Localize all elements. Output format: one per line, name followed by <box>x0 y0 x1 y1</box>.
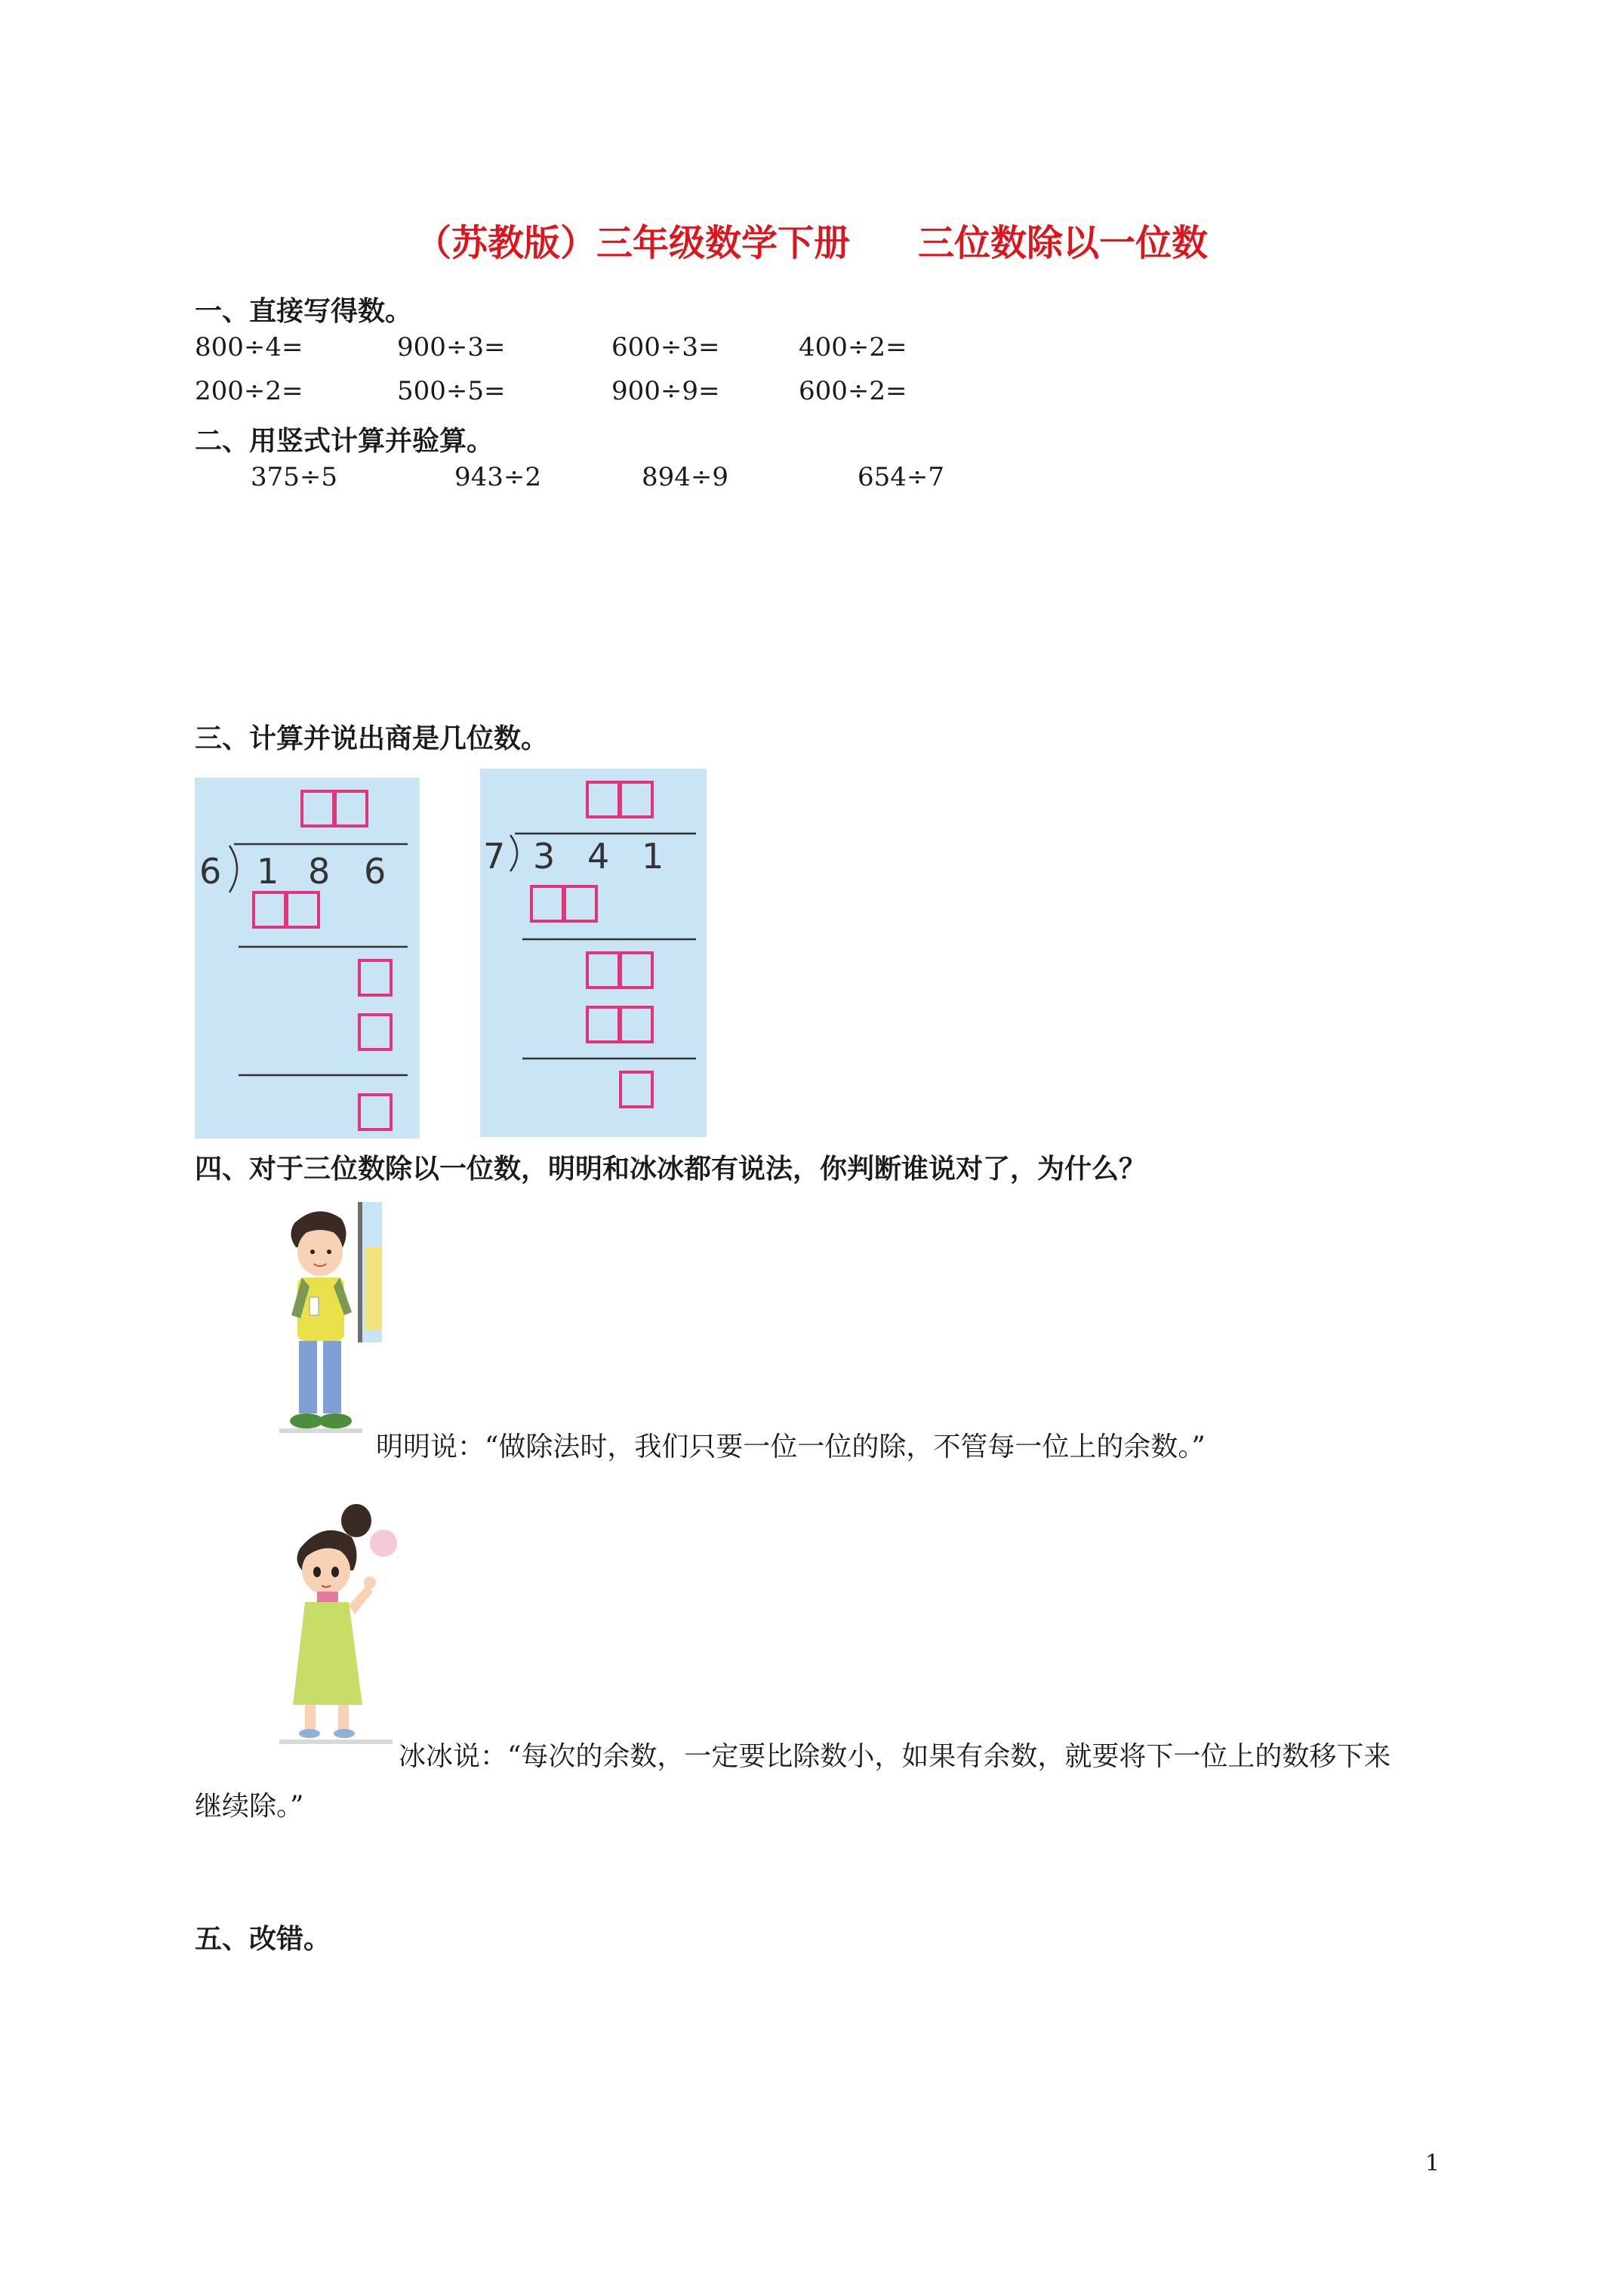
answer-box <box>531 886 563 921</box>
s1-problem: 500÷5= <box>397 376 506 406</box>
section3-heading: 三、计算并说出商是几位数。 <box>195 723 549 754</box>
quotient-box <box>302 791 334 826</box>
s1-problem: 600÷3= <box>611 332 720 362</box>
section4-heading: 四、对于三位数除以一位数，明明和冰冰都有说法，你判断谁说对了，为什么？ <box>195 1153 1147 1185</box>
s2-problem: 375÷5 <box>251 462 338 492</box>
page-number: 1 <box>1425 2150 1440 2177</box>
mingming-illustration <box>279 1202 385 1438</box>
quotient-box <box>335 791 367 826</box>
answer-box <box>587 1007 619 1042</box>
s2-problem: 654÷7 <box>858 462 945 492</box>
dividend-digit: 3 <box>533 836 556 877</box>
section1-heading: 一、直接写得数。 <box>195 295 413 327</box>
answer-box <box>287 892 319 927</box>
s1-problem: 200÷2= <box>195 376 303 406</box>
s1-problem: 400÷2= <box>799 332 907 362</box>
dividend-digit: 4 <box>587 836 610 877</box>
answer-box <box>621 1072 652 1107</box>
answer-box <box>254 892 285 927</box>
title-part1: （苏教版）三年级数学下册 <box>414 222 850 264</box>
page-title <box>0 214 1623 266</box>
dividend-digit: 1 <box>642 836 664 877</box>
long-division-card-2 <box>480 769 707 1137</box>
s1-problem: 900÷3= <box>397 332 506 362</box>
answer-box <box>587 953 619 988</box>
divisor-digit: 6 <box>199 851 222 892</box>
quotient-box <box>587 782 619 817</box>
long-division-diagram-2 <box>480 769 707 1137</box>
s2-problem: 894÷9 <box>642 462 729 492</box>
answer-box <box>565 886 596 921</box>
answer-box <box>359 960 391 995</box>
bingbing-illustration <box>279 1501 400 1750</box>
answer-box <box>621 1007 652 1042</box>
s1-problem: 600÷2= <box>799 376 907 406</box>
dividend-digit: 1 <box>257 851 279 892</box>
quotient-box <box>621 782 652 817</box>
dividend-digit: 8 <box>308 851 331 892</box>
answer-box <box>359 1095 391 1130</box>
dividend-digit: 6 <box>364 851 387 892</box>
title-part2: 三位数除以一位数 <box>918 222 1209 264</box>
s2-problem: 943÷2 <box>454 462 542 492</box>
bingbing-statement-line1: 冰冰说：“每次的余数，一定要比除数小，如果有余数，就要将下一位上的数移下来 <box>399 1741 1391 1772</box>
s1-problem: 900÷9= <box>611 376 720 406</box>
divisor-digit: 7 <box>483 836 506 877</box>
section2-heading: 二、用竖式计算并验算。 <box>195 425 494 457</box>
section5-heading: 五、改错。 <box>195 1923 331 1955</box>
answer-box <box>621 953 652 988</box>
girl-figure-icon <box>279 1501 400 1750</box>
answer-box <box>359 1015 391 1049</box>
bingbing-statement-line2: 继续除。” <box>195 1791 304 1822</box>
long-division-card-1 <box>195 778 420 1139</box>
mingming-statement: 明明说：“做除法时，我们只要一位一位的除，不管每一位上的余数。” <box>376 1432 1206 1462</box>
boy-figure-icon <box>279 1202 385 1438</box>
long-division-diagram-1 <box>195 778 420 1139</box>
s1-problem: 800÷4= <box>195 332 303 362</box>
